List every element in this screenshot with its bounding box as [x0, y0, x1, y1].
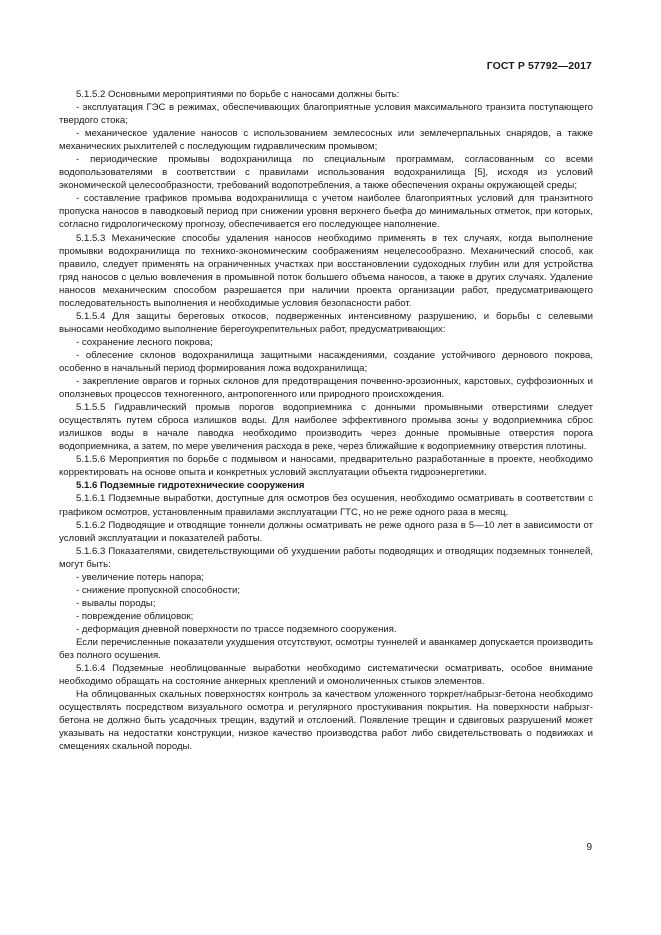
- paragraph-5-1-5-6: 5.1.5.6 Мероприятия по борьбе с подмывом и наносами, предварительно разработанные в проекте, необходимо корректировать на основе опыта и конкретных условий эксплуатации объекта гидроэнергетики.: [59, 454, 593, 479]
- list-item: - механическое удаление наносов с использованием землесосных или землечерпальных снарядов, а также механических рыхлителей с последующим гидравлическим промывом;: [59, 128, 593, 153]
- section-heading-5-1-6: 5.1.6 Подземные гидротехнические сооружения: [76, 480, 305, 492]
- list-item: - сохранение лесного покрова;: [76, 336, 213, 348]
- standard-code: ГОСТ Р 57792—2017: [486, 60, 592, 72]
- list-item: - закрепление оврагов и горных склонов для предотвращения почвенно-эрозионных, карстовых, суффозионных и оползневых процессов техногенного, антропогенного или природного происхождения.: [59, 376, 593, 401]
- paragraph-text: Если перечисленные показатели ухудшения отсутствуют, осмотры туннелей и аванкамер допускается производить без полного осушения.: [59, 636, 593, 662]
- list-item: - облесение склонов водохранилища защитными насаждениями, создание устойчивого дернового покрова, особенно в начальный период формирования ложа водохранилища;: [59, 349, 593, 374]
- paragraph-5-1-5-2: 5.1.5.2 Основными мероприятиями по борьбе с наносами должны быть:: [76, 89, 400, 100]
- list-item: - повреждение облицовок;: [76, 610, 194, 622]
- paragraph-text: На облицованных скальных поверхностях контроль за качеством уложенного торкрет/набрызг-бетона необходимо осуществлять посредством визуального осмотра и регулярного простукивания покрытия. На поверхности набрызг-бетона не должно быть усадочных трещин, вздутий и отслоений. Появление трещин и сдвиговых разрушений может указывать на недостатки конструкции, низкое качество производства работ либо свидетельствовать о подвижках и смещениях скальной породы.: [59, 689, 593, 753]
- paragraph-5-1-6-3: 5.1.6.3 Показателями, свидетельствующими об ухудшении работы подводящих и отводящих подземных тоннелей, могут быть:: [59, 545, 593, 570]
- document-body: [59, 88, 593, 753]
- paragraph-5-1-6-4: 5.1.6.4 Подземные необлицованные выработки необходимо систематически осматривать, особое внимание необходимо обращать на состояние анкерных креплений и омоноличенных стыков элементов.: [59, 663, 593, 688]
- paragraph-5-1-5-3: 5.1.5.3 Механические способы удаления наносов необходимо применять в тех случаях, когда выполнение промывки водохранилища по технико-экономическим соображениям нецелесообразно. Механический способ, как правило, следует применять на ограниченных участках при восстановлении судоходных глубин или для устройства гряд наносов с целью вовлечения в промывной поток большего объема наносов, а также в других случаях. Удаление наносов механическим способом разрешается при наличии проекта организации работ, предусматривающего последовательность выполнения и необходимые условия безопасности работ.: [59, 232, 593, 309]
- list-item: - составление графиков промыва водохранилища с учетом наиболее благоприятных условий для транзитного пропуска наносов в паводковый период при снижении уровня верхнего бьефа до минимальных отметок, при которых, согласно гидрологическому прогнозу, обеспечивается его последующее наполнение.: [59, 193, 593, 231]
- list-item: - увеличение потерь напора;: [76, 571, 205, 583]
- paragraph-5-1-6-1: 5.1.6.1 Подземные выработки, доступные для осмотров без осушения, необходимо осматривать в соответствии с графиком осмотров, установленным правилами эксплуатации ГТС, но не реже одного раза в месяц.: [59, 493, 593, 518]
- paragraph-5-1-5-4: 5.1.5.4 Для защиты береговых откосов, подверженных интенсивному разрушению, и борьбы с селевыми выносами необходимо выполнение берегоукрепительных работ, предусматривающих:: [59, 310, 593, 335]
- paragraph-5-1-6-2: 5.1.6.2 Подводящие и отводящие тоннели должны осматривать не реже одного раза в 5—10 лет в зависимости от условий эксплуатации и показателей работы.: [59, 519, 593, 544]
- list-item: - периодические промывы водохранилища по специальным программам, согласованным со всеми водопользователями в соответствии с правилами использования водохранилища [5], исходя из условий экономической целесообразности, требований водопотребления, а также обеспечения охраны окружающей среды;: [59, 154, 593, 192]
- list-item: - эксплуатация ГЭС в режимах, обеспечивающих благоприятные условия максимального транзита поступающего твердого стока;: [59, 102, 593, 127]
- list-item: - снижение пропускной способности;: [76, 584, 241, 596]
- paragraph-5-1-5-5: 5.1.5.5 Гидравлический промыв порогов водоприемника с донными промывными отверстиями следует осуществлять путем сброса излишков воды. Для наиболее эффективного промыва зоны у водоприемника сброс излишков воды в начале паводка необходимо производить через донные промывные отверстия порога водоприемника, а затем, по мере увеличения расхода в реке, через ближайшие к водоприемнику отверстия плотины.: [59, 402, 593, 453]
- list-item: - вывалы породы;: [76, 597, 156, 609]
- page-number: 9: [586, 842, 592, 853]
- list-item: - деформация дневной поверхности по трассе подземного сооружения.: [76, 623, 397, 635]
